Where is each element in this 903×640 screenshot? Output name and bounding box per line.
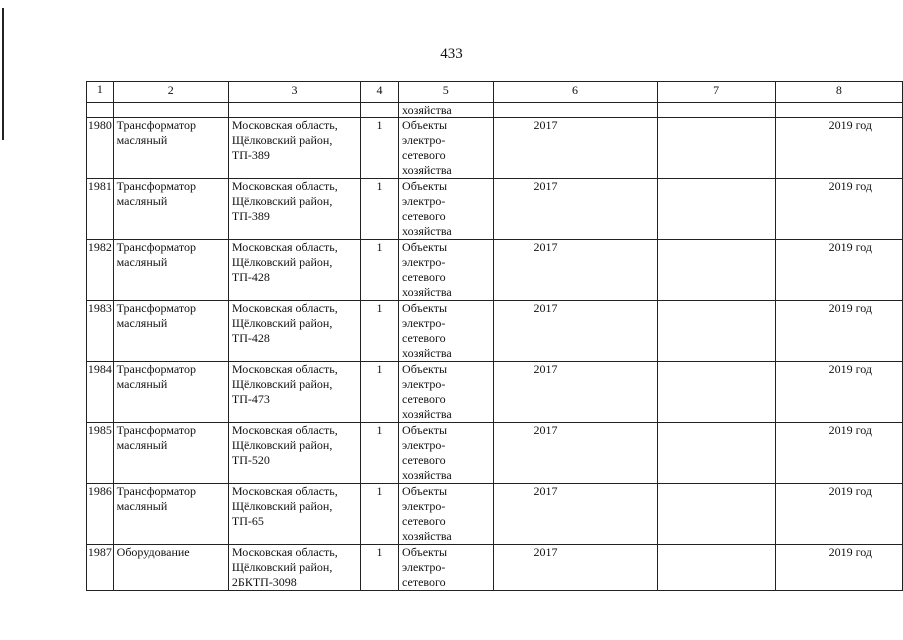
item-col7 xyxy=(657,301,775,362)
category-line: хозяйства xyxy=(402,224,452,238)
location-line: 2БКТП-3098 xyxy=(231,575,297,589)
location-line: ТП-473 xyxy=(231,392,270,406)
category-line: сетевого xyxy=(402,270,446,284)
location-line: Московская область, xyxy=(231,362,338,376)
category-line: сетевого xyxy=(402,453,446,467)
item-col7 xyxy=(657,545,775,591)
item-name: Трансформатор масляный xyxy=(113,362,228,423)
location-line: Щёлковский район, xyxy=(231,194,333,208)
item-location xyxy=(228,484,360,545)
item-location xyxy=(228,240,360,301)
item-quantity: 1 xyxy=(361,545,399,591)
table-row xyxy=(87,484,903,545)
row-number: 1985 xyxy=(87,423,114,484)
category-line: Объекты xyxy=(402,240,448,254)
column-header-7: 7 xyxy=(657,82,775,103)
item-location xyxy=(228,423,360,484)
category-line: электро- xyxy=(402,499,446,513)
category-line: хозяйства xyxy=(402,285,452,299)
location-line: Щёлковский район, xyxy=(231,438,333,452)
item-col7 xyxy=(657,362,775,423)
item-quantity: 1 xyxy=(361,423,399,484)
category-line: электро- xyxy=(402,316,446,330)
category-line: сетевого xyxy=(402,575,446,589)
category-line: сетевого xyxy=(402,148,446,162)
location-line: Щёлковский район, xyxy=(231,560,333,574)
cont-cell-7 xyxy=(657,103,775,118)
item-term: 2019 год xyxy=(775,240,902,301)
location-line: Московская область, xyxy=(231,240,338,254)
row-number: 1984 xyxy=(87,362,114,423)
location-line: Щёлковский район, xyxy=(231,255,333,269)
item-name: Трансформатор масляный xyxy=(113,423,228,484)
item-year: 2017 xyxy=(493,118,657,179)
item-name: Трансформатор масляный xyxy=(113,301,228,362)
category-line: Объекты xyxy=(402,179,448,193)
cont-cell-1 xyxy=(87,103,114,118)
row-number: 1982 xyxy=(87,240,114,301)
category-line: электро- xyxy=(402,560,446,574)
category-line: электро- xyxy=(402,133,446,147)
column-header-4: 4 xyxy=(361,82,399,103)
cont-cell-4 xyxy=(361,103,399,118)
location-line: Щёлковский район, xyxy=(231,316,333,330)
item-category xyxy=(399,240,494,301)
row-number: 1983 xyxy=(87,301,114,362)
item-category xyxy=(399,362,494,423)
item-quantity: 1 xyxy=(361,240,399,301)
column-header-3: 3 xyxy=(228,82,360,103)
row-number: 1981 xyxy=(87,179,114,240)
location-line: Московская область, xyxy=(231,545,338,559)
category-line: Объекты xyxy=(402,423,448,437)
table-row xyxy=(87,118,903,179)
category-line: Объекты xyxy=(402,545,448,559)
item-location xyxy=(228,118,360,179)
location-line: Щёлковский район, xyxy=(231,499,333,513)
column-number-row xyxy=(87,82,903,103)
item-category xyxy=(399,484,494,545)
item-year: 2017 xyxy=(493,484,657,545)
location-line: ТП-389 xyxy=(231,209,270,223)
cont-cell-5: хозяйства xyxy=(399,103,494,118)
item-term: 2019 год xyxy=(775,179,902,240)
item-quantity: 1 xyxy=(361,179,399,240)
item-year: 2017 xyxy=(493,179,657,240)
category-line: сетевого xyxy=(402,514,446,528)
location-line: Московская область, xyxy=(231,423,338,437)
registry-table xyxy=(86,81,903,591)
item-category xyxy=(399,179,494,240)
category-line: сетевого xyxy=(402,392,446,406)
category-line: Объекты xyxy=(402,301,448,315)
item-year: 2017 xyxy=(493,362,657,423)
item-year: 2017 xyxy=(493,301,657,362)
column-header-8: 8 xyxy=(775,82,902,103)
item-quantity: 1 xyxy=(361,362,399,423)
item-category xyxy=(399,118,494,179)
item-year: 2017 xyxy=(493,240,657,301)
location-line: Московская область, xyxy=(231,484,338,498)
category-line: хозяйства xyxy=(402,529,452,543)
category-line: Объекты xyxy=(402,484,448,498)
cont-cell-3 xyxy=(228,103,360,118)
item-location xyxy=(228,545,360,591)
item-year: 2017 xyxy=(493,545,657,591)
category-line: электро- xyxy=(402,438,446,452)
category-line: электро- xyxy=(402,194,446,208)
cont-cell-2 xyxy=(113,103,228,118)
item-term: 2019 год xyxy=(775,423,902,484)
row-number: 1987 xyxy=(87,545,114,591)
table-row xyxy=(87,179,903,240)
table-row xyxy=(87,362,903,423)
row-number: 1986 xyxy=(87,484,114,545)
item-quantity: 1 xyxy=(361,301,399,362)
category-line: электро- xyxy=(402,377,446,391)
category-line: сетевого xyxy=(402,331,446,345)
category-line: сетевого xyxy=(402,209,446,223)
column-header-5: 5 xyxy=(399,82,494,103)
item-term: 2019 год xyxy=(775,301,902,362)
column-header-1: 1 xyxy=(87,82,114,103)
column-header-2: 2 xyxy=(113,82,228,103)
binding-margin-line xyxy=(2,8,4,140)
item-col7 xyxy=(657,423,775,484)
location-line: Московская область, xyxy=(231,118,338,132)
item-term: 2019 год xyxy=(775,118,902,179)
table-row xyxy=(87,545,903,591)
item-name: Трансформатор масляный xyxy=(113,240,228,301)
item-term: 2019 год xyxy=(775,362,902,423)
table-row xyxy=(87,240,903,301)
item-col7 xyxy=(657,240,775,301)
item-year: 2017 xyxy=(493,423,657,484)
item-name: Трансформатор масляный xyxy=(113,118,228,179)
row-number: 1980 xyxy=(87,118,114,179)
location-line: ТП-65 xyxy=(231,514,264,528)
category-line: Объекты xyxy=(402,362,448,376)
cont-cell-8 xyxy=(775,103,902,118)
item-col7 xyxy=(657,179,775,240)
location-line: ТП-389 xyxy=(231,148,270,162)
category-line: хозяйства xyxy=(402,407,452,421)
continued-row xyxy=(87,103,903,118)
location-line: Московская область, xyxy=(231,301,338,315)
item-category xyxy=(399,301,494,362)
page-number: 433 xyxy=(440,46,463,62)
category-line: Объекты xyxy=(402,118,448,132)
category-line: хозяйства xyxy=(402,468,452,482)
category-line: хозяйства xyxy=(402,346,452,360)
location-line: ТП-428 xyxy=(231,270,270,284)
item-col7 xyxy=(657,118,775,179)
registry-table-body xyxy=(87,82,903,591)
location-line: Щёлковский район, xyxy=(231,133,333,147)
table-row xyxy=(87,423,903,484)
column-header-6: 6 xyxy=(493,82,657,103)
item-quantity: 1 xyxy=(361,118,399,179)
category-line: хозяйства xyxy=(402,163,452,177)
cont-cell-6 xyxy=(493,103,657,118)
location-line: ТП-428 xyxy=(231,331,270,345)
item-term: 2019 год xyxy=(775,545,902,591)
item-col7 xyxy=(657,484,775,545)
item-name: Трансформатор масляный xyxy=(113,484,228,545)
item-location xyxy=(228,179,360,240)
item-name: Трансформатор масляный xyxy=(113,179,228,240)
item-location xyxy=(228,301,360,362)
category-line: электро- xyxy=(402,255,446,269)
item-category xyxy=(399,423,494,484)
item-location xyxy=(228,362,360,423)
item-quantity: 1 xyxy=(361,484,399,545)
location-line: Щёлковский район, xyxy=(231,377,333,391)
item-term: 2019 год xyxy=(775,484,902,545)
item-name: Оборудование xyxy=(113,545,228,591)
location-line: ТП-520 xyxy=(231,453,270,467)
location-line: Московская область, xyxy=(231,179,338,193)
item-category xyxy=(399,545,494,591)
table-row xyxy=(87,301,903,362)
